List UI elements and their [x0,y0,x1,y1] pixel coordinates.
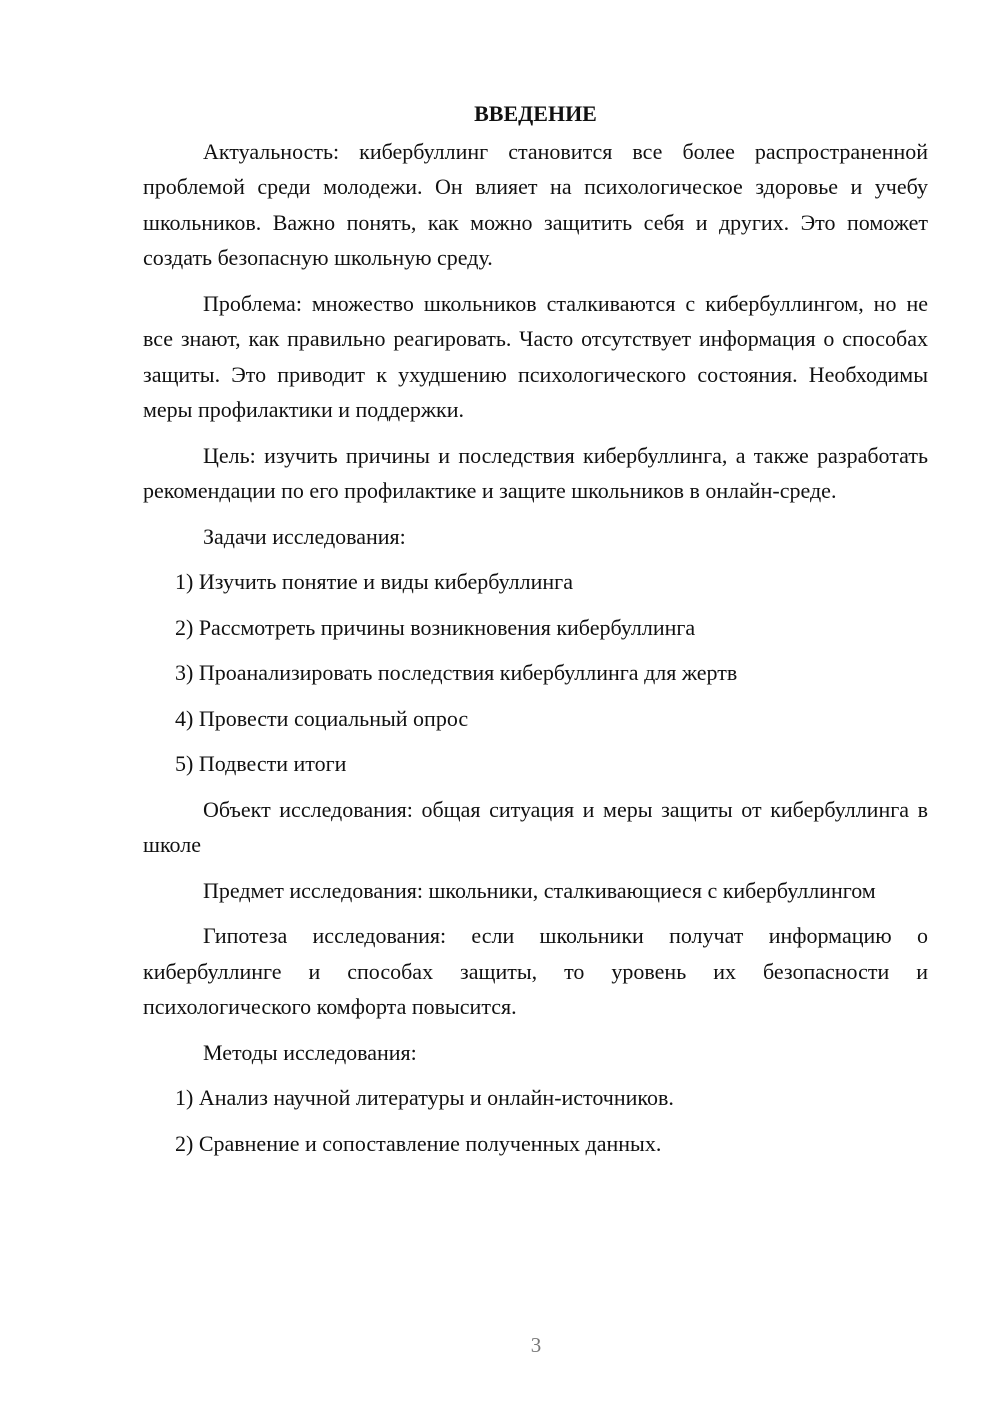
subject-paragraph: Предмет исследования: школьники, сталкивающиеся с кибербуллингом [203,877,876,903]
page-number: 3 [530,1333,542,1357]
goal-paragraph: Цель: изучить причины и последствия кибербуллинга, а также разработать рекомендации по его профилактике и защите школьников в онлайн-среде. [143,442,928,503]
method-item: 1) Анализ научной литературы и онлайн-источников. [175,1085,674,1110]
methods-list [143,1080,928,1161]
task-item: 2) Рассмотреть причины возникновения кибербуллинга [175,614,696,640]
section-title: ВВЕДЕНИЕ [474,101,597,126]
tasks-heading: Задачи исследования: [203,523,406,549]
method-item: 2) Сравнение и сопоставление полученных данных. [175,1130,662,1156]
page-content [143,96,928,1171]
hypothesis-paragraph: Гипотеза исследования: если школьники получат информацию о кибербуллинге и способах защиты, то уровень их безопасности и психологического комфорта повысится. [143,923,928,1019]
problem-paragraph: Проблема: множество школьников сталкиваются с кибербуллингом, но не все знают, как правильно реагировать. Часто отсутствует информация о способах защиты. Это приводит к ухудшению психологического состояния. Необходимы меры профилактики и поддержки. [143,290,928,422]
tasks-list [143,564,928,782]
task-item: 4) Провести социальный опрос [175,705,469,731]
task-item: 5) Подвести итоги [175,751,347,776]
task-item: 3) Проанализировать последствия кибербуллинга для жертв [175,660,738,685]
object-paragraph: Объект исследования: общая ситуация и меры защиты от кибербуллинга в школе [143,796,928,857]
methods-heading: Методы исследования: [203,1039,417,1065]
task-item: 1) Изучить понятие и виды кибербуллинга [175,569,573,594]
relevance-paragraph: Актуальность: кибербуллинг становится все более распространенной проблемой среди молодежи. Он влияет на психологическое здоровье и учебу школьников. Важно понять, как можно защитить себя и других. Это поможет создать безопасную школьную среду. [143,138,928,270]
